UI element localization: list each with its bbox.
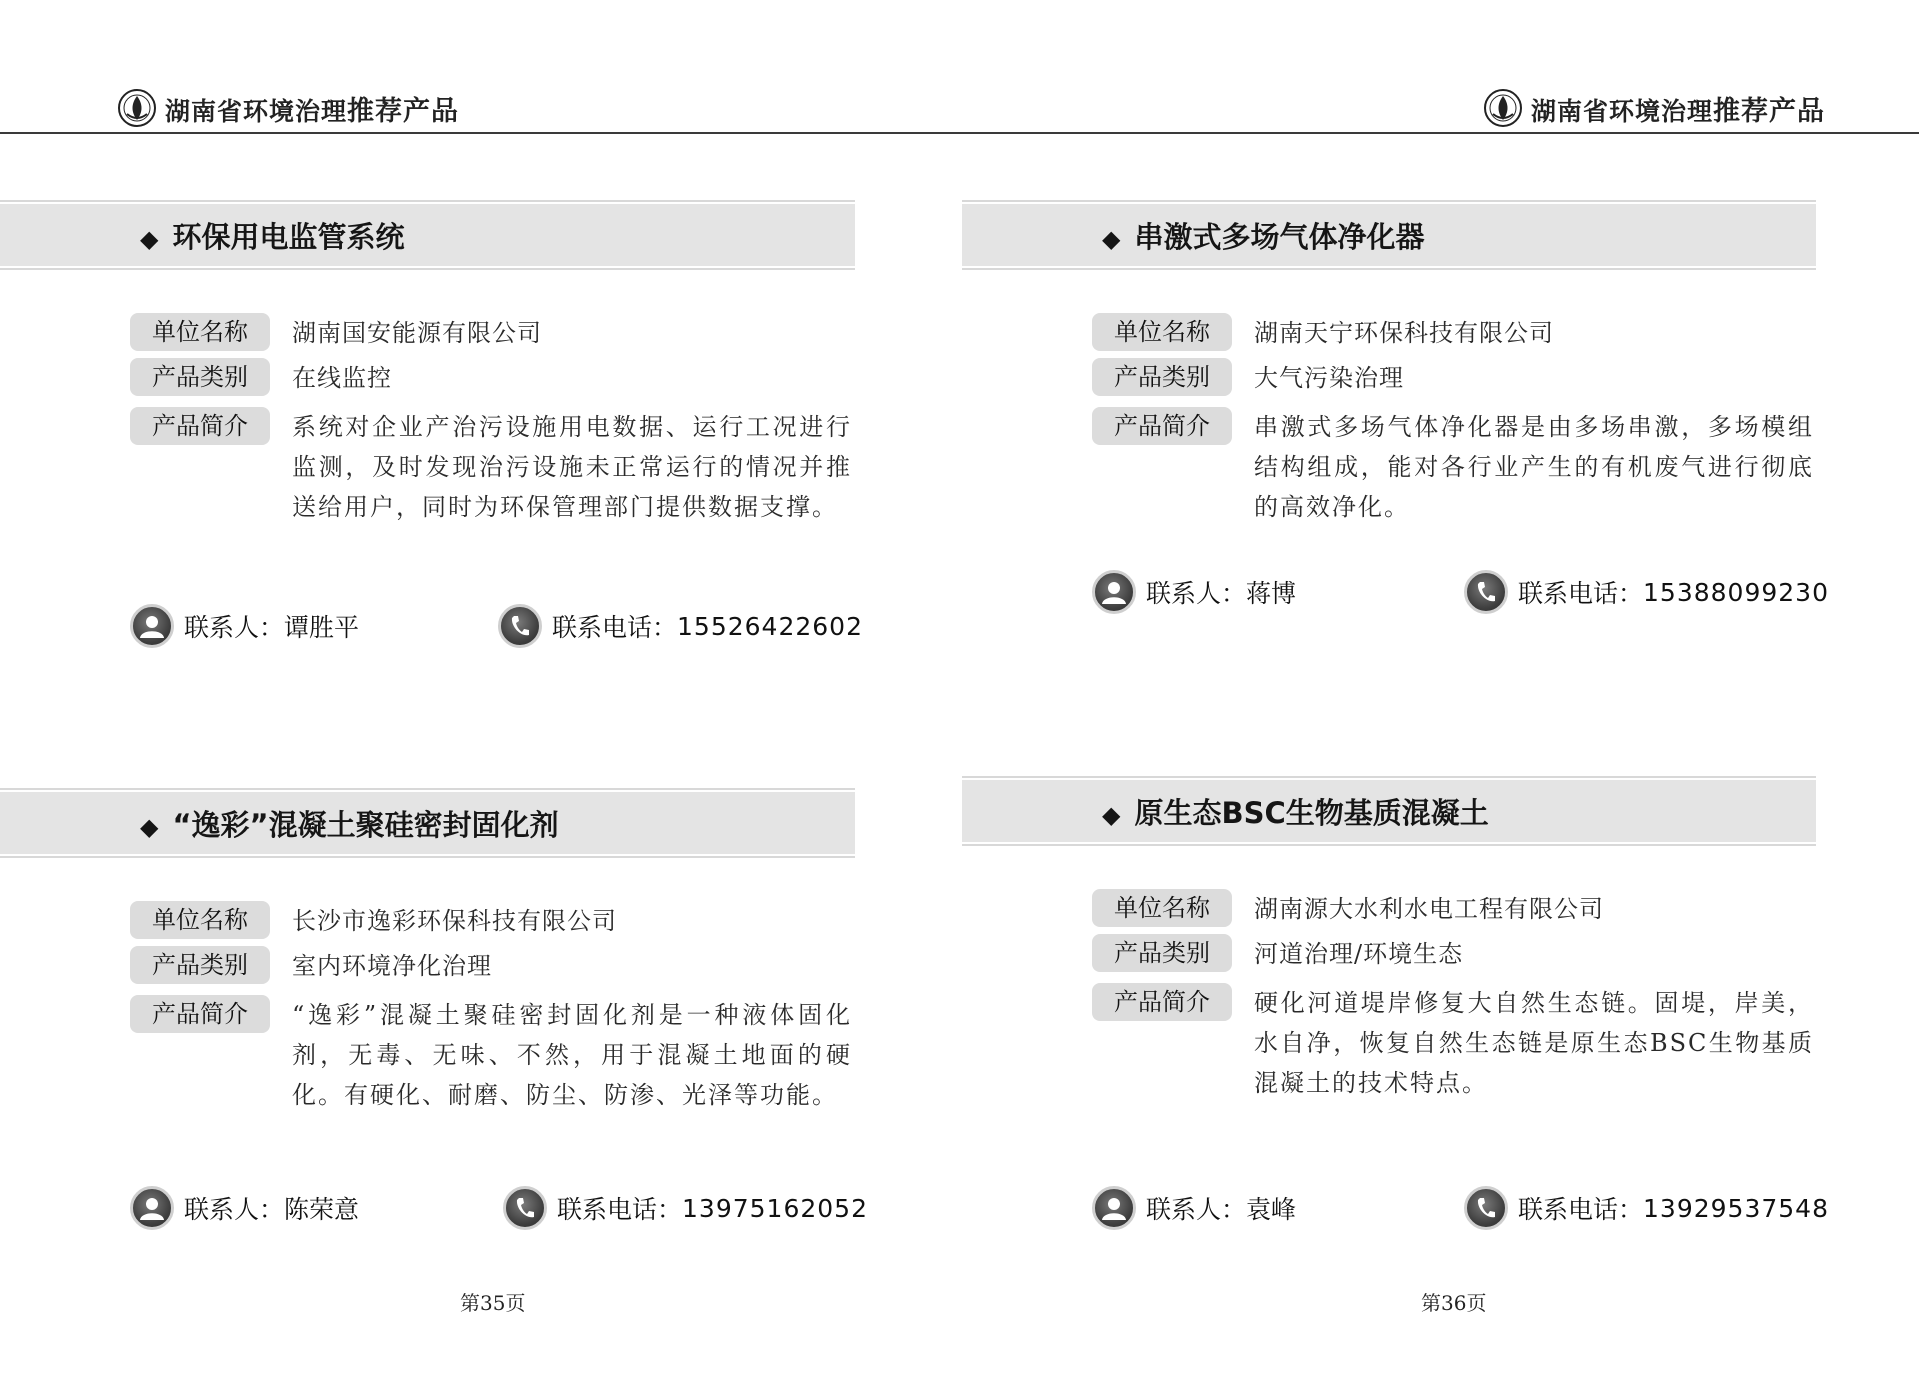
intro-label: 产品简介 [1092,983,1232,1021]
header-right [1483,88,1825,128]
product-title-bar [962,204,1816,266]
unit-value: 湖南天宁环保科技有限公司 [1254,319,1554,347]
contact-name: 谭胜平 [284,613,360,642]
phone-label: 联系电话： [557,1195,683,1224]
person-icon [1092,570,1136,614]
unit-label: 单位名称 [1092,313,1232,351]
phone-number: 15388099230 [1643,577,1829,607]
category-value: 大气污染治理 [1254,364,1404,392]
unit-label: 单位名称 [130,901,270,939]
person-icon [130,604,174,648]
phone-number: 13975162052 [682,1193,868,1223]
page-number-left: 第35页 [460,1291,526,1315]
product-title: “逸彩”混凝土聚硅密封固化剂 [172,808,559,842]
contact-person [1092,570,1296,614]
category-value: 河道治理/环境生态 [1254,940,1464,968]
unit-row [1092,313,1554,353]
category-row [130,358,392,398]
person-icon [1092,1186,1136,1230]
contact-label: 联系人： [184,1195,285,1224]
contact-name: 陈荣意 [284,1195,360,1224]
intro-value: 串激式多场气体净化器是由多场串激，多场模组结构组成，能对各行业产生的有机废气进行彻底的高效净化。 [1254,413,1814,521]
intro-value: 系统对企业产治污设施用电数据、运行工况进行监测，及时发现治污设施未正常运行的情况并推送给用户，同时为环保管理部门提供数据支撑。 [292,413,852,521]
contact-name: 袁峰 [1246,1195,1297,1224]
product-title: 串激式多场气体净化器 [1134,220,1425,254]
intro-row [130,995,852,1115]
phone-icon [1464,1186,1508,1230]
intro-value: 硬化河道堤岸修复大自然生态链。固堤，岸美，水自净，恢复自然生态链是原生态BSC生物基质混凝土的技术特点。 [1254,989,1814,1097]
phone-number: 15526422602 [677,611,863,641]
contact-name: 蒋博 [1246,579,1297,608]
product-title-bar [0,204,855,266]
intro-value: “逸彩”混凝土聚硅密封固化剂是一种液体固化剂，无毒、无味、不然，用于混凝土地面的硬化。有硬化、耐磨、防尘、防渗、光泽等功能。 [292,1001,852,1109]
logo-icon [1483,88,1523,128]
diamond-icon: ◆ [1102,801,1121,829]
category-label: 产品类别 [130,358,270,396]
phone-icon [498,604,542,648]
unit-row [130,901,617,941]
diamond-icon: ◆ [140,225,159,253]
contact-person [130,604,359,648]
contact-label: 联系人： [1146,1195,1247,1224]
diamond-icon: ◆ [1102,225,1121,253]
contact-person [1092,1186,1296,1230]
intro-label: 产品简介 [130,407,270,445]
contact-label: 联系人： [1146,579,1247,608]
diamond-icon: ◆ [140,813,159,841]
category-label: 产品类别 [130,946,270,984]
unit-value: 湖南国安能源有限公司 [292,319,542,347]
intro-row [1092,983,1814,1103]
contact-phone [498,604,863,648]
page-number-right: 第36页 [1421,1291,1487,1315]
category-row [1092,934,1463,974]
header-divider [0,132,1919,134]
phone-icon [503,1186,547,1230]
contact-phone [503,1186,868,1230]
header-title: 湖南省环境治理推荐产品 [1531,95,1826,127]
contact-label: 联系人： [184,613,285,642]
product-title: 环保用电监管系统 [172,220,405,254]
product-title-bar [0,792,855,854]
contact-person [130,1186,359,1230]
header-left [117,88,459,128]
intro-row [130,407,852,527]
phone-label: 联系电话： [1518,1195,1644,1224]
logo-icon [117,88,157,128]
unit-value: 湖南源大水利水电工程有限公司 [1254,895,1604,923]
phone-label: 联系电话： [552,613,678,642]
person-icon [130,1186,174,1230]
unit-row [1092,889,1604,929]
category-value: 室内环境净化治理 [292,952,492,980]
intro-label: 产品简介 [130,995,270,1033]
intro-row [1092,407,1814,527]
unit-label: 单位名称 [1092,889,1232,927]
product-title: 原生态BSC生物基质混凝土 [1134,796,1489,830]
phone-number: 13929537548 [1643,1193,1829,1223]
category-row [1092,358,1404,398]
intro-label: 产品简介 [1092,407,1232,445]
phone-icon [1464,570,1508,614]
contact-phone [1464,570,1829,614]
phone-label: 联系电话： [1518,579,1644,608]
category-label: 产品类别 [1092,358,1232,396]
category-row [130,946,492,986]
category-value: 在线监控 [292,364,392,392]
unit-label: 单位名称 [130,313,270,351]
product-title-bar [962,780,1816,842]
header-title: 湖南省环境治理推荐产品 [165,95,460,127]
unit-value: 长沙市逸彩环保科技有限公司 [292,907,617,935]
unit-row [130,313,542,353]
category-label: 产品类别 [1092,934,1232,972]
contact-phone [1464,1186,1829,1230]
